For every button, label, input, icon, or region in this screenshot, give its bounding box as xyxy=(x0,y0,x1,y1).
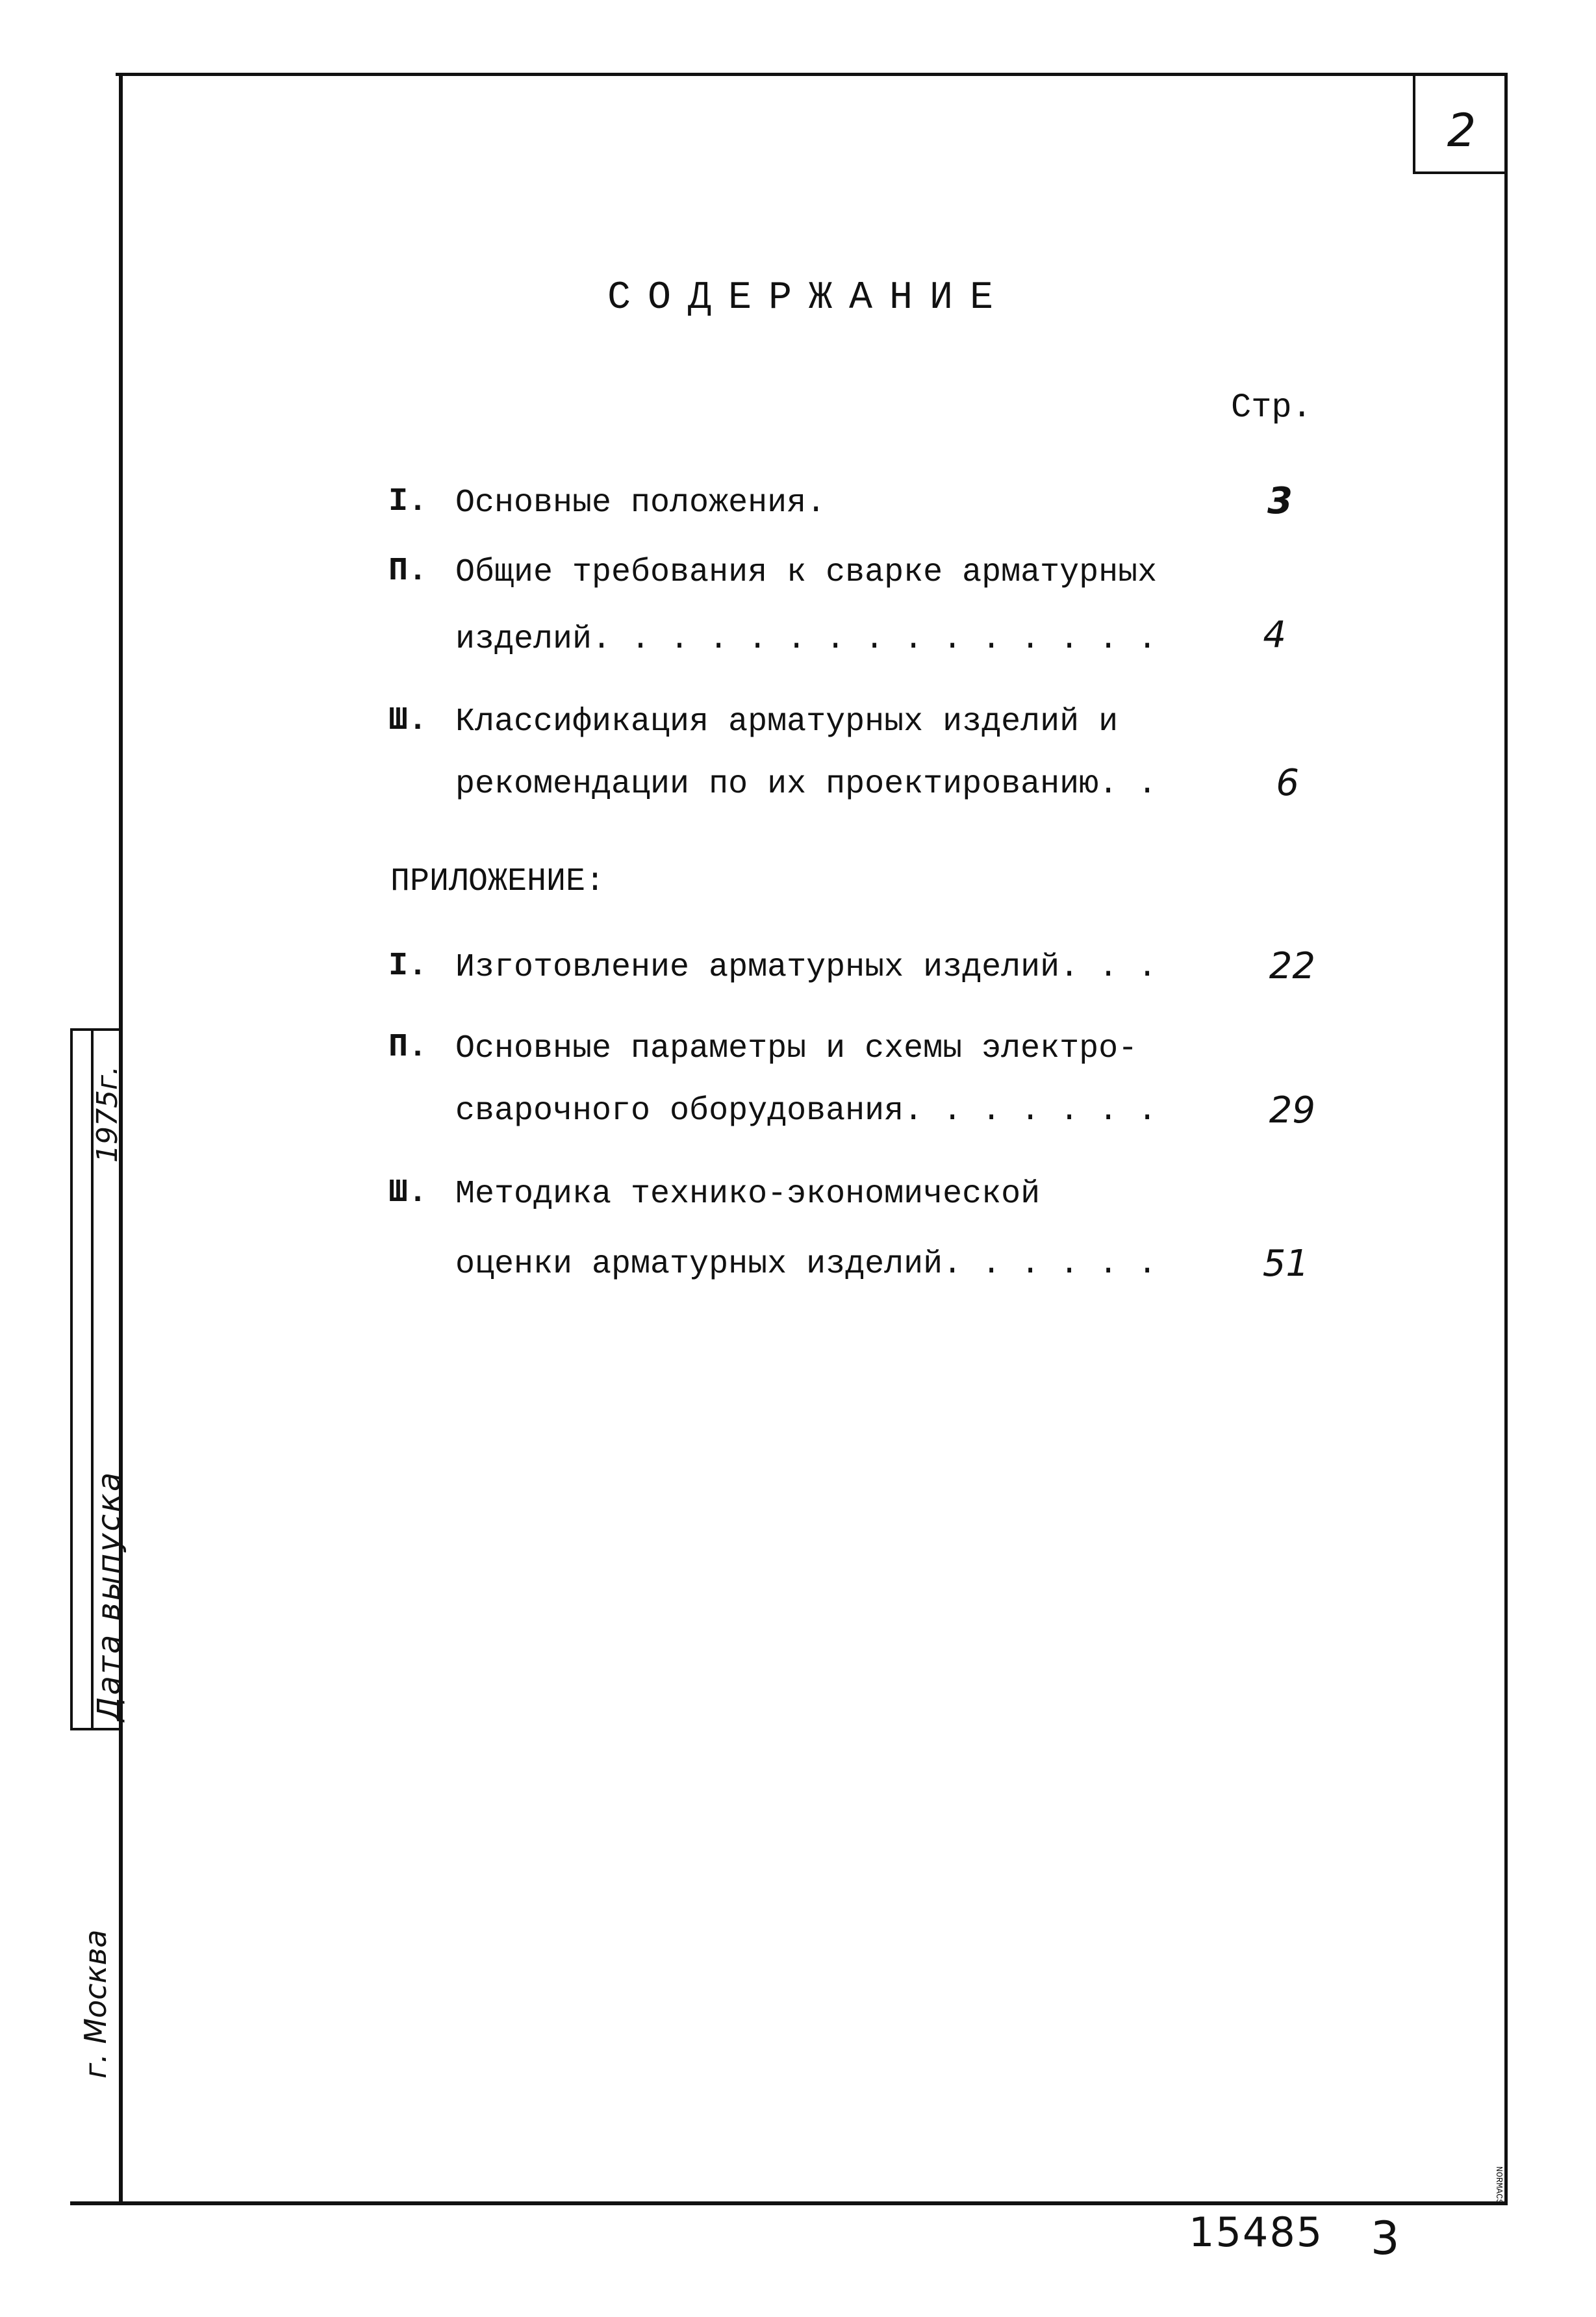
appendix-text: оценки арматурных изделий. . . . . . xyxy=(455,1246,1158,1283)
stamp-outer-line xyxy=(70,1028,73,1730)
appendix-page: 51 xyxy=(1262,1243,1309,1285)
appendix-numeral: I. xyxy=(388,948,428,985)
toc-text: Основные положения. xyxy=(455,485,826,522)
page-box-left xyxy=(1413,73,1415,173)
toc-text: Классификация арматурных изделий и xyxy=(455,703,1119,741)
stamp-release-date: Дата выпуска xyxy=(91,1470,127,1721)
appendix-text: Изготовление арматурных изделий. . . xyxy=(455,949,1158,986)
toc-page: 4 xyxy=(1263,614,1286,656)
appendix-numeral: Ш. xyxy=(388,1174,428,1211)
frame-bottom xyxy=(70,2201,1508,2205)
page-column-label: Стр. xyxy=(1231,388,1312,427)
frame-top xyxy=(116,73,1508,76)
appendix-heading: ПРИЛОЖЕНИЕ: xyxy=(390,863,605,900)
toc-page: 6 xyxy=(1276,762,1299,804)
footer-doc-number: 15485 xyxy=(1189,2209,1324,2256)
frame-right xyxy=(1504,73,1508,2205)
toc-numeral: Ш. xyxy=(388,702,428,739)
watermark: NORMACS xyxy=(1493,2166,1504,2205)
appendix-numeral: П. xyxy=(388,1029,428,1066)
toc-numeral: I. xyxy=(388,483,428,520)
appendix-page: 29 xyxy=(1269,1089,1315,1132)
stamp-year: 1975г. xyxy=(91,1065,124,1163)
stamp-top-line xyxy=(70,1028,122,1031)
footer-sheet: 3 xyxy=(1371,2212,1400,2265)
toc-text: Общие требования к сварке арматурных xyxy=(455,554,1158,591)
stamp-bottom-line xyxy=(70,1728,122,1730)
toc-page: 3 xyxy=(1267,480,1293,522)
page-title: СОДЕРЖАНИЕ xyxy=(607,276,1011,320)
stamp-city: г. Москва xyxy=(78,1929,113,2079)
toc-numeral: П. xyxy=(388,553,428,590)
appendix-text: сварочного оборудования. . . . . . . xyxy=(455,1093,1158,1130)
page-box-bottom xyxy=(1413,171,1508,174)
appendix-text: Основные параметры и схемы электро- xyxy=(455,1030,1138,1067)
toc-text: изделий. . . . . . . . . . . . . . . xyxy=(455,621,1158,658)
toc-text: рекомендации по их проектированию. . xyxy=(455,766,1158,803)
appendix-page: 22 xyxy=(1269,945,1315,987)
appendix-text: Методика технико-экономической xyxy=(455,1176,1041,1213)
page-number: 2 xyxy=(1447,104,1476,157)
